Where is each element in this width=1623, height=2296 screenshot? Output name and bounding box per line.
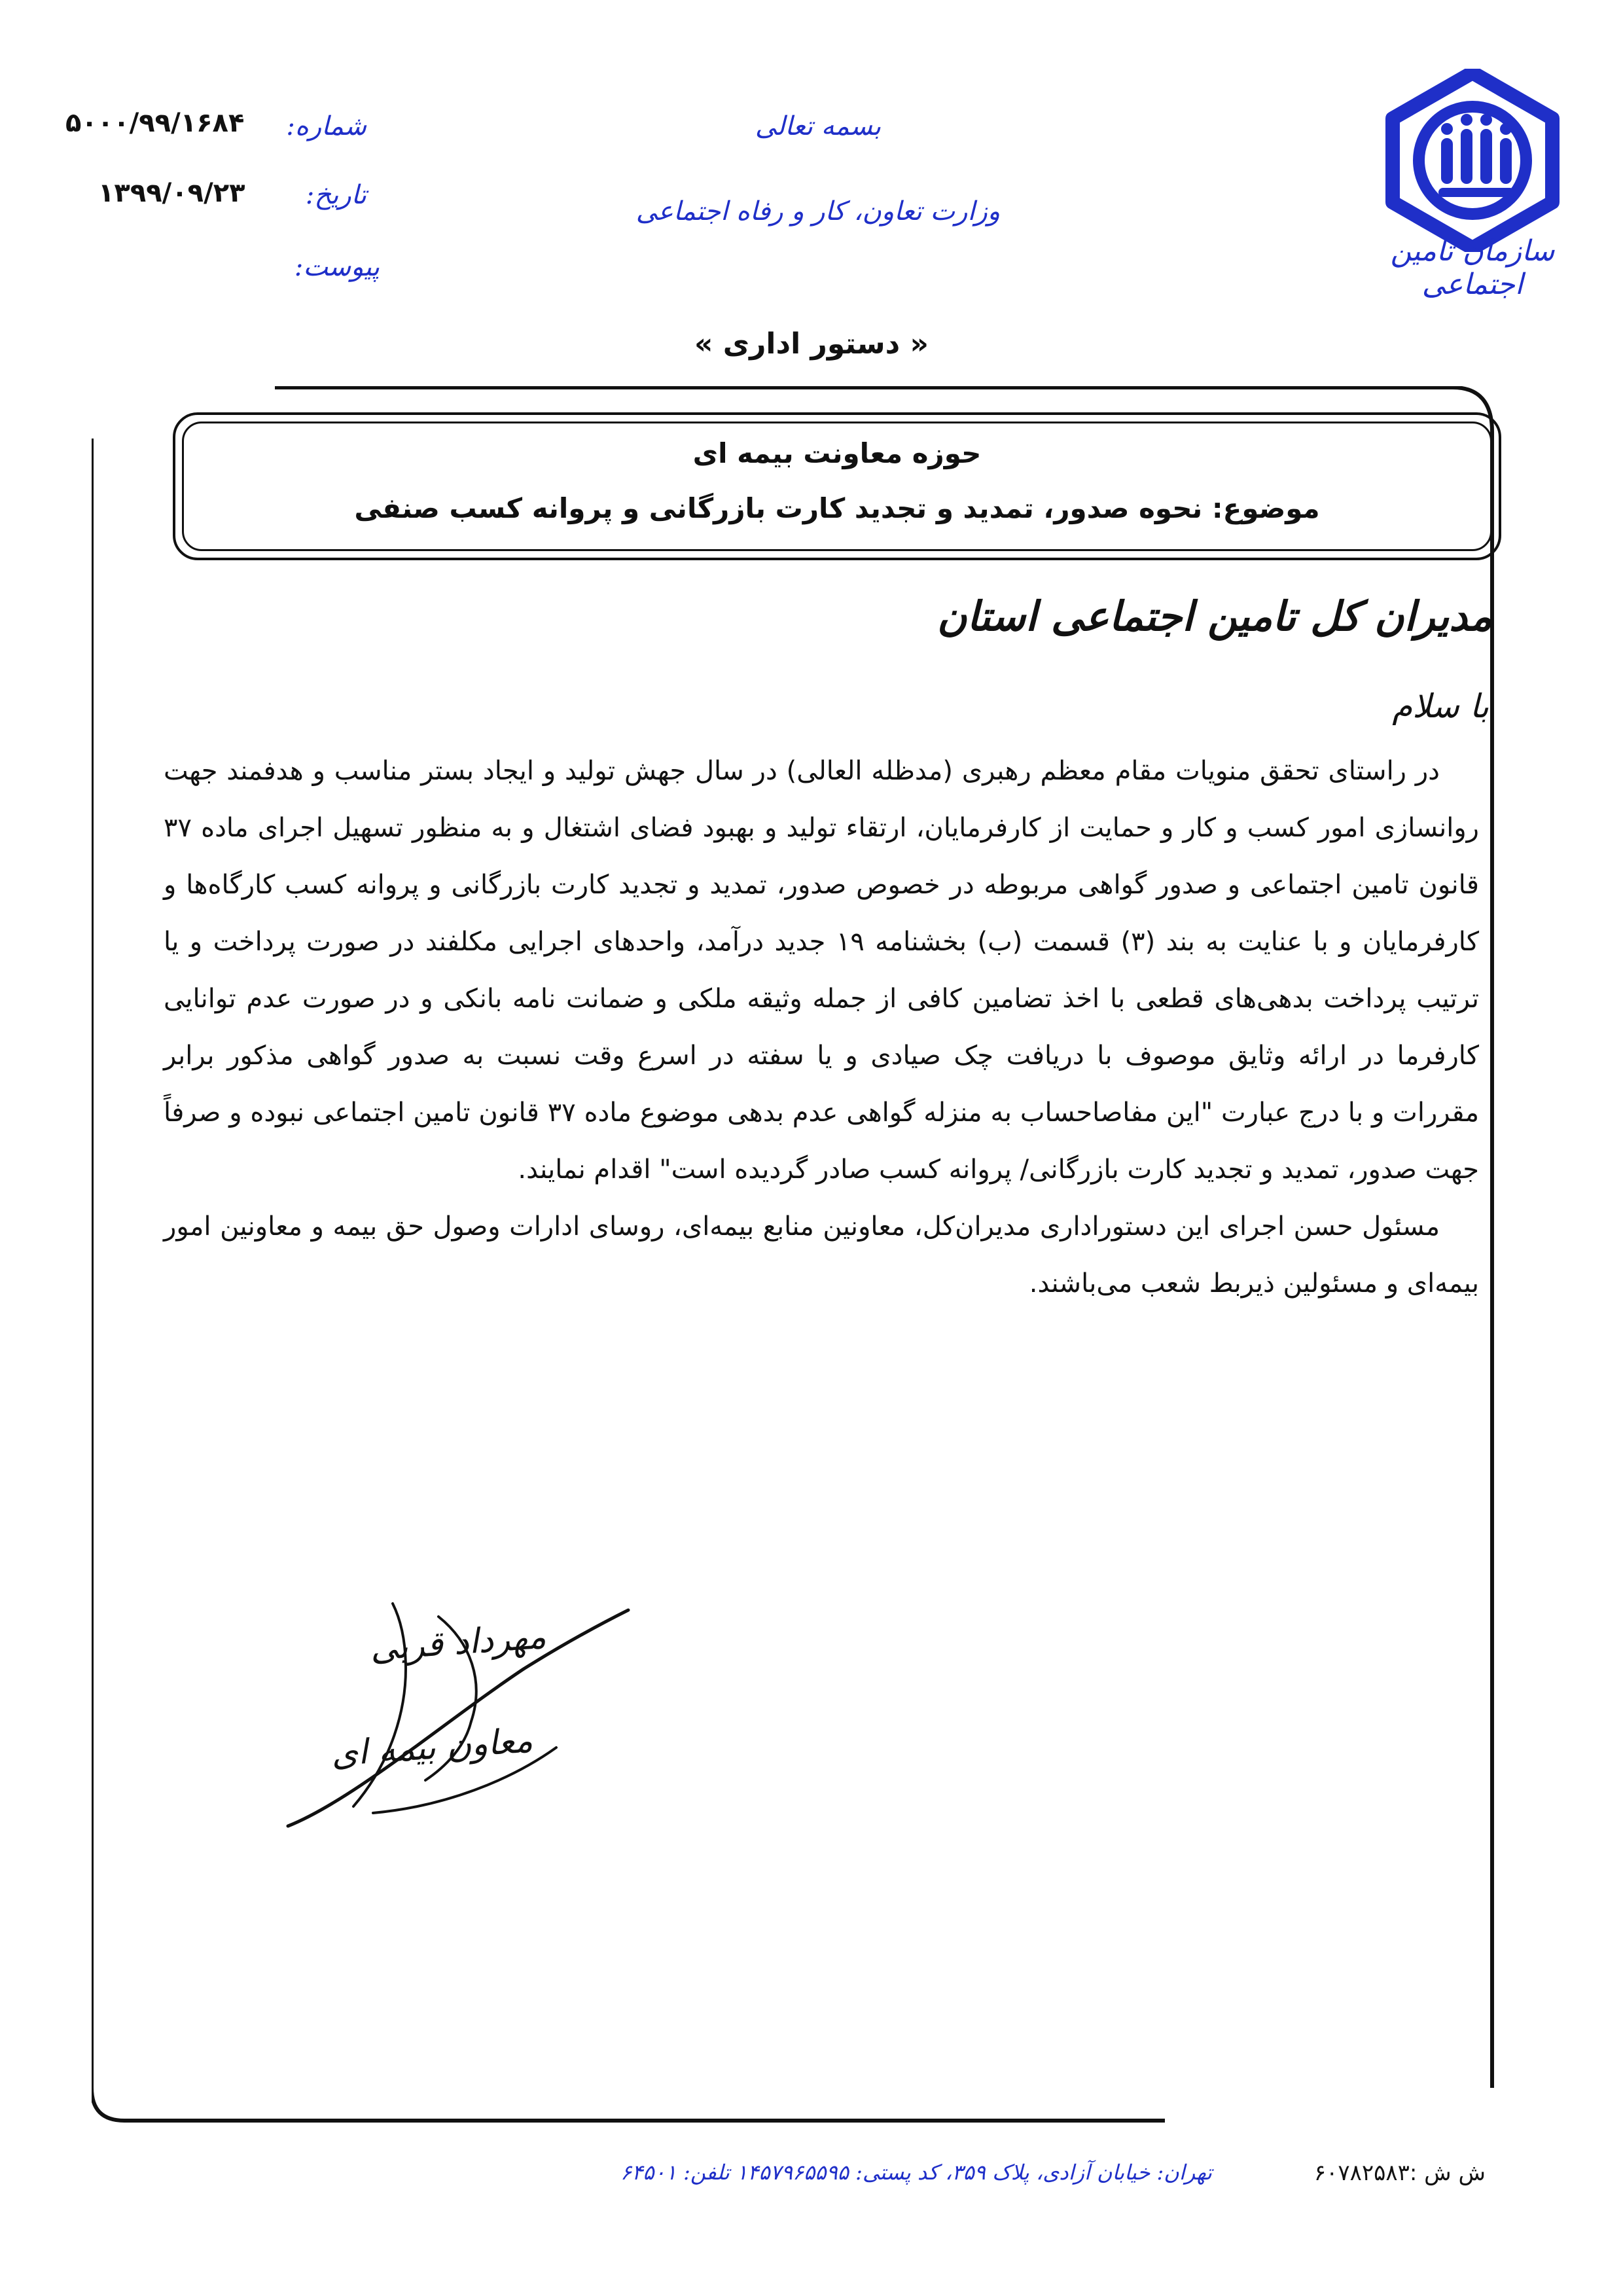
footer-serial: ش ش :۶۰۷۸۲۵۸۳ <box>1313 2160 1486 2186</box>
document-type: « دستور اداری » <box>694 327 929 361</box>
body-paragraph-2: مسئول حسن اجرای این دستوراداری مدیران‌کل، معاونین منابع بیمه‌ای، روسای ادارات وصول حق بیمه و معاونین امور بیمه‌ای و مسئولین ذیربط شعب می‌باشند. <box>164 1211 1479 1299</box>
signatory-title: معاون بیمه ای <box>330 1721 534 1774</box>
greeting: با سلام <box>1392 687 1489 725</box>
signatory-name: مهرداد قربی <box>368 1617 548 1669</box>
number-value: ۵۰۰۰/۹۹/۱۶۸۴ <box>65 108 245 138</box>
attachment-label: پیوست: <box>294 252 380 282</box>
date-value: ۱۳۹۹/۰۹/۲۳ <box>98 178 245 208</box>
basmala: بسمه تعالی <box>755 111 882 141</box>
body-text <box>164 743 1479 1312</box>
organization-logo-icon <box>1381 69 1564 252</box>
addressee: مدیران کل تامین اجتماعی استان <box>936 592 1492 640</box>
footer-address: تهران: خیابان آزادی، پلاک ۳۵۹، کد پستی: ۱۴۵۷۹۶۵۵۹۵ تلفن: ۶۴۵۰۱ <box>620 2160 1212 2185</box>
ministry-name: وزارت تعاون، کار و رفاه اجتماعی <box>635 196 1001 226</box>
date-label: تاریخ: <box>305 180 366 210</box>
subject-box <box>173 412 1501 560</box>
section-title: حوزه معاونت بیمه ای <box>692 437 982 469</box>
logo-caption: سازمان تامین اجتماعی <box>1390 234 1555 301</box>
number-label: شماره: <box>286 111 366 141</box>
body-paragraph-1: در راستای تحقق منویات مقام معظم رهبری (مدظله العالی) در سال جهش تولید و ایجاد بستر مناسب و هدفمند جهت روانسازی امور کسب و کار و حمایت از کارفرمایان، ارتقاء تولید و بهبود فضای اشتغال و به منظور تسهیل اجرای ماده ۳۷ قانون تامین اجتماعی و صدور گواهی مربوطه در خصوص صدور، تمدید و تجدید کارت بازرگانی و پروانه کسب کارگاه‌ها و کارفرمایان و با عنایت به بند (۳) قسمت (ب) بخشنامه ۱۹ جدید درآمد، واحدهای اجرایی مکلفند در صورت پرداخت و یا ترتیب پرداخت بدهی‌های قطعی با اخذ تضامین کافی از جمله وثیقه ملکی و ضمانت نامه بانکی و در صورت عدم توانایی کارفرما در ارائه وثایق موصوف با دریافت چک صیادی و یا سفته در اسرع وقت نسبت به صدور گواهی مذکور برابر مقررات و با درج عبارت "این مفاصاحساب به منزله گواهی عدم بدهی موضوع ماده ۳۷ قانون تامین اجتماعی نبوده و صرفاً جهت صدور، تمدید و تجدید کارت بازرگانی/ پروانه کسب صادر گردیده است" اقدام نمایند. <box>164 756 1480 1185</box>
subject-line: موضوع: نحوه صدور، تمدید و تجدید کارت بازرگانی و پروانه کسب صنفی <box>354 492 1320 524</box>
